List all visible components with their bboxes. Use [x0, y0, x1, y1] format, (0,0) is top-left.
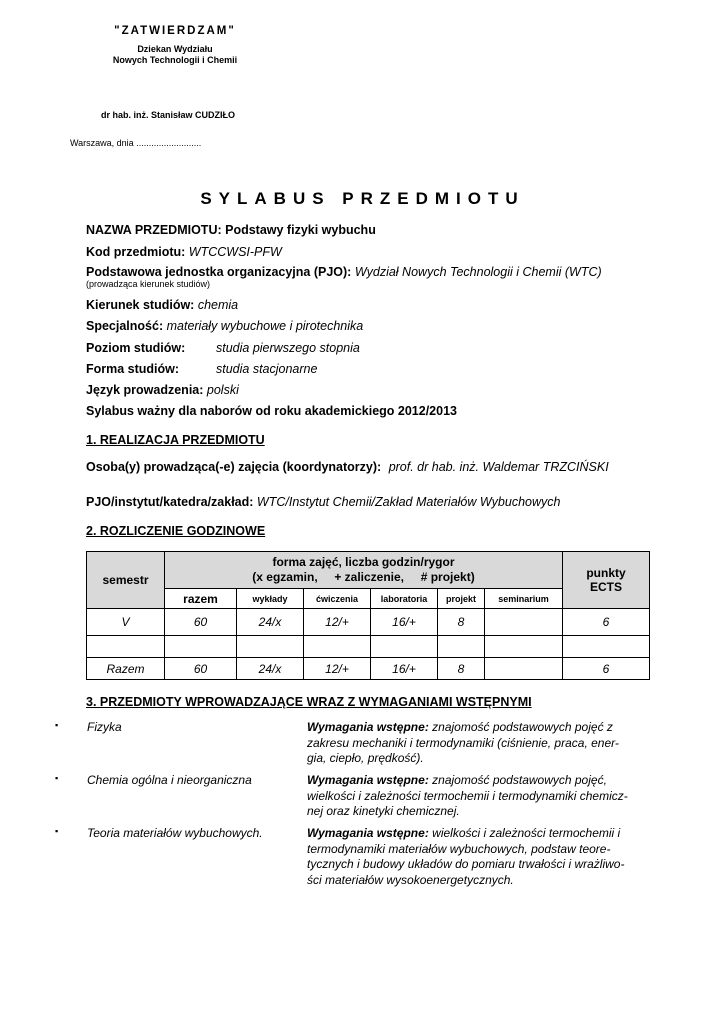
course-name-label: NAZWA PRZEDMIOTU: Podstawy fizyki wybuchu — [86, 223, 376, 237]
table-cell — [304, 636, 371, 658]
table-cell: 24/x — [237, 609, 304, 636]
ects-header — [563, 552, 650, 609]
table-cell — [237, 636, 304, 658]
table-cell — [485, 609, 563, 636]
col-header-laboratoria: laboratoria — [371, 589, 438, 609]
section1-heading: 1. REALIZACJA PRZEDMIOTU — [86, 433, 265, 447]
hours-table — [86, 551, 650, 680]
requirements-line: termodynamiki materiałów wybuchowych, podstaw teore- — [307, 841, 611, 856]
requirements — [307, 720, 647, 767]
table-cell: 8 — [438, 658, 485, 680]
coordinator — [86, 460, 609, 474]
requirements-label: Wymagania wstępne: — [307, 826, 429, 840]
course-level — [86, 341, 360, 355]
col-header-cwiczenia: ćwiczenia — [304, 589, 371, 609]
requirements-line: tycznych i budowy układów do pomiaru trwałości i wrażliwo- — [307, 857, 625, 871]
course-validity-text: Sylabus ważny dla naborów od roku akademickiego 2012/2013 — [86, 404, 457, 418]
forms-header-line1: forma zajęć, liczba godzin/rygor — [272, 555, 455, 569]
requirements-label: Wymagania wstępne: — [307, 773, 429, 787]
pjo-value: WTC/Instytut Chemii/Zakład Materiałów Wybuchowych — [256, 495, 561, 509]
table-cell — [485, 658, 563, 680]
table-cell: 12/+ — [304, 658, 371, 680]
course-code — [86, 245, 282, 259]
table-cell — [87, 636, 165, 658]
table-cell — [165, 636, 237, 658]
course-specialty-value: materiały wybuchowe i pirotechnika — [166, 319, 364, 333]
course-level-label: Poziom studiów: — [86, 341, 186, 355]
table-cell — [371, 636, 438, 658]
col-header-wyklady: wykłady — [237, 589, 304, 609]
course-form — [86, 362, 317, 376]
bullet-icon: ▪ — [55, 773, 59, 783]
course-language-label: Język prowadzenia: — [86, 383, 204, 397]
requirements-line: znajomość podstawowych pojęć z — [428, 720, 613, 734]
forms-header-line2: (x egzamin, + zaliczenie, # projekt) — [252, 570, 475, 584]
coordinator-value: prof. dr hab. inż. Waldemar TRZCIŃSKI — [388, 460, 609, 474]
date-line: Warszawa, dnia .......................... — [70, 138, 202, 148]
requirements — [307, 773, 647, 820]
course-unit-value: Wydział Nowych Technologii i Chemii (WTC) — [354, 265, 602, 279]
table-cell: 6 — [563, 609, 650, 636]
subject-name: Fizyka — [87, 720, 122, 734]
col-header-projekt: projekt — [438, 589, 485, 609]
section2-heading: 2. ROZLICZENIE GODZINOWE — [86, 524, 266, 538]
requirements — [307, 826, 647, 888]
table-cell: 24/x — [237, 658, 304, 680]
table-cell: Razem — [87, 658, 165, 680]
table-cell: 60 — [165, 658, 237, 680]
approval-heading: "ZATWIERDZAM" — [114, 25, 236, 37]
table-cell — [563, 636, 650, 658]
table-cell — [485, 636, 563, 658]
course-form-value: studia stacjonarne — [216, 362, 318, 376]
pjo-label: PJO/instytut/katedra/zakład: — [86, 495, 254, 509]
requirements-line: ści materiałów wysokoenergetycznych. — [307, 872, 514, 887]
bullet-icon: ▪ — [55, 720, 59, 730]
requirements-line: wielkości i zależności termochemii i termodynamiki chemicz- — [307, 788, 628, 803]
col-header-razem: razem — [165, 589, 237, 609]
requirements-line: nej oraz kinetyki chemicznej. — [307, 804, 460, 818]
course-language-value: polski — [206, 383, 239, 397]
semester-header: semestr — [87, 552, 165, 609]
requirements-line: gia, ciepło, prędkość). — [307, 751, 424, 765]
forms-header — [165, 552, 563, 589]
coordinator-label: Osoba(y) prowadząca(-e) zajęcia (koordynatorzy): — [86, 460, 382, 474]
subject-name: Chemia ogólna i nieorganiczna — [87, 773, 252, 787]
table-cell — [438, 636, 485, 658]
table-cell: 60 — [165, 609, 237, 636]
course-unit — [86, 265, 602, 279]
course-code-label: Kod przedmiotu: — [86, 245, 186, 259]
ects-header-line1: punkty — [586, 566, 626, 580]
course-direction-label: Kierunek studiów: — [86, 298, 195, 312]
table-cell: 8 — [438, 609, 485, 636]
course-unit-label: Podstawowa jednostka organizacyjna (PJO): — [86, 265, 352, 279]
bullet-icon: ▪ — [55, 826, 59, 836]
approval-role — [80, 44, 270, 66]
course-level-value: studia pierwszego stopnia — [216, 341, 360, 355]
course-direction-value: chemia — [197, 298, 239, 312]
requirements-line: wielkości i zależności termochemii i — [428, 826, 621, 840]
course-unit-note: (prowadząca kierunek studiów) — [86, 279, 211, 289]
requirements-line: zakresu mechaniki i termodynamiki (ciśnienie, praca, ener- — [307, 735, 619, 750]
requirements-line: znajomość podstawowych pojęć, — [428, 773, 607, 787]
approval-role-line1: Dziekan Wydziału — [137, 44, 213, 54]
pjo-unit — [86, 495, 560, 509]
table-cell: V — [87, 609, 165, 636]
col-header-seminarium: seminarium — [485, 589, 563, 609]
table-row — [87, 609, 650, 636]
subject-name: Teoria materiałów wybuchowych. — [87, 826, 263, 840]
table-cell: 12/+ — [304, 609, 371, 636]
course-specialty — [86, 319, 363, 333]
table-cell: 16/+ — [371, 658, 438, 680]
course-form-label: Forma studiów: — [86, 362, 180, 376]
table-cell: 16/+ — [371, 609, 438, 636]
section3-heading: 3. PRZEDMIOTY WPROWADZAJĄCE WRAZ Z WYMAGANIAMI WSTĘPNYMI — [86, 695, 532, 709]
signer-name: dr hab. inż. Stanisław CUDZIŁO — [101, 110, 236, 120]
table-cell: 6 — [563, 658, 650, 680]
course-specialty-label: Specjalność: — [86, 319, 164, 333]
approval-block — [80, 25, 270, 66]
course-validity — [86, 404, 457, 418]
requirements-label: Wymagania wstępne: — [307, 720, 429, 734]
table-row — [87, 636, 650, 658]
course-language — [86, 383, 239, 397]
course-name — [86, 223, 376, 237]
course-code-value: WTCCWSI-PFW — [188, 245, 282, 259]
approval-role-line2: Nowych Technologii i Chemii — [112, 55, 238, 65]
table-row — [87, 658, 650, 680]
ects-header-line2: ECTS — [589, 580, 622, 594]
course-direction — [86, 298, 238, 312]
page-title: SYLABUS PRZEDMIOTU — [200, 189, 525, 208]
